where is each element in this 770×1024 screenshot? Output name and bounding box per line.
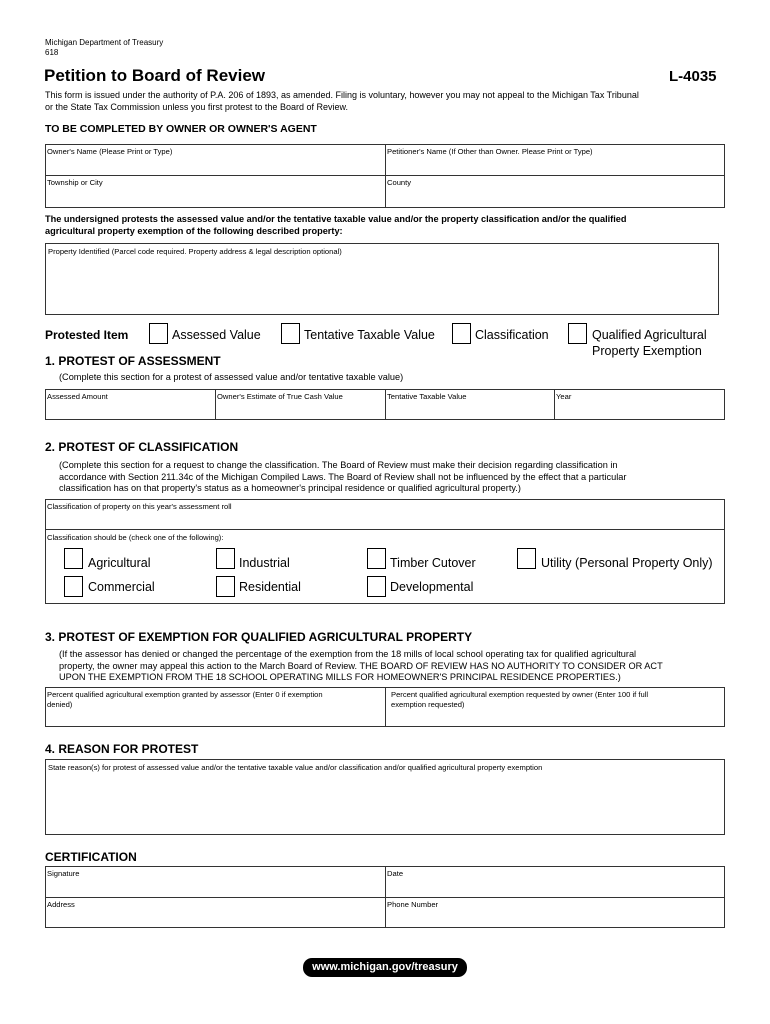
- classification-checkbox[interactable]: [452, 323, 471, 344]
- section2-heading: 2. PROTEST OF CLASSIFICATION: [45, 440, 239, 454]
- certification-heading: CERTIFICATION: [45, 850, 137, 864]
- section3-note-line-3: UPON THE EXEMPTION FROM THE 18 SCHOOL OPERATING MILLS FOR HOMEOWNER'S PRINCIPAL RESIDENCE PROPERTIES.): [59, 672, 621, 682]
- page-title: Petition to Board of Review: [44, 66, 266, 85]
- qualified-agricultural-label: Qualified Agricultural: [592, 328, 707, 342]
- assessed-amount-label: Assessed Amount: [47, 392, 108, 401]
- section3-note-line-2: property, the owner may appeal this action to the March Board of Review. THE BOARD OF REVIEW HAS NO AUTHORITY TO CONSIDER OR ACT: [59, 660, 663, 671]
- assessor-exemption-label-2: denied): [47, 699, 73, 709]
- assessed-value-checkbox[interactable]: [149, 323, 168, 344]
- section3-note: [59, 649, 729, 684]
- developmental-label: Developmental: [390, 580, 474, 594]
- reason-for-protest-field[interactable]: [45, 759, 725, 835]
- tentative-taxable-value-field[interactable]: [385, 389, 554, 420]
- current-classification-field[interactable]: [45, 499, 725, 529]
- section2-note-line-2: accordance with Section 211.34c of the Michigan Compiled Laws. The Board of Review shall not be influenced by the effect that a particular: [59, 471, 627, 482]
- assessor-exemption-label-1: Percent qualified agricultural exemption granted by assessor (Enter 0 if exemption: [47, 690, 323, 699]
- petitioner-name-field[interactable]: [385, 144, 725, 175]
- form-number: L-4035: [669, 68, 717, 85]
- owner-name-label: Owner's Name (Please Print or Type): [47, 147, 173, 156]
- protest-statement: [45, 214, 735, 237]
- commercial-checkbox[interactable]: [64, 576, 83, 597]
- commercial-label: Commercial: [88, 580, 155, 594]
- signature-field[interactable]: [45, 866, 385, 897]
- owner-exemption-label-1: Percent qualified agricultural exemption requested by owner (Enter 100 if full: [391, 690, 649, 699]
- utility-checkbox[interactable]: [517, 548, 536, 569]
- classification-label: Classification: [475, 328, 549, 342]
- section2-note-line-3: classification has on that property's status as a homeowner's principal residence or qualified agricultural property.): [59, 483, 521, 493]
- signature-label: Signature: [47, 869, 80, 878]
- section3-note-line-1: (If the assessor has denied or changed the percentage of the exemption from the 18 mills of local school operating tax for qualified agricultural: [59, 649, 637, 659]
- section3-heading: 3. PROTEST OF EXEMPTION FOR QUALIFIED AGRICULTURAL PROPERTY: [45, 630, 473, 644]
- true-cash-value-field[interactable]: [215, 389, 385, 420]
- footer-url[interactable]: www.michigan.gov/treasury: [303, 958, 467, 977]
- classification-should-be-label: Classification should be (check one of the following):: [47, 533, 224, 542]
- date-field[interactable]: [385, 866, 725, 897]
- intro-line-1: This form is issued under the authority of P.A. 206 of 1893, as amended. Filing is voluntary, however you may not appeal to the Michigan Tax Tribunal: [45, 90, 639, 100]
- developmental-checkbox[interactable]: [367, 576, 386, 597]
- true-cash-value-label: Owner's Estimate of True Cash Value: [217, 392, 343, 401]
- county-field[interactable]: [385, 175, 725, 208]
- section1-heading: 1. PROTEST OF ASSESSMENT: [45, 354, 221, 368]
- department-name: [45, 38, 163, 58]
- petitioner-name-label: Petitioner's Name (If Other than Owner. Please Print or Type): [387, 147, 593, 156]
- tentative-taxable-label: Tentative Taxable Value: [387, 392, 467, 401]
- phone-number-field[interactable]: [385, 897, 725, 928]
- tentative-taxable-value-label: Tentative Taxable Value: [304, 328, 435, 342]
- year-label: Year: [556, 392, 572, 401]
- owner-exemption-field[interactable]: [389, 687, 725, 727]
- intro-line-2: or the State Tax Commission unless you first protest to the Board of Review.: [45, 101, 348, 112]
- property-exemption-label: Property Exemption: [592, 344, 702, 358]
- department-code: 618: [45, 48, 59, 57]
- section2-note: [59, 460, 729, 495]
- tentative-taxable-value-checkbox[interactable]: [281, 323, 300, 344]
- phone-number-label: Phone Number: [387, 900, 439, 909]
- owner-exemption-label-2: exemption requested): [391, 699, 465, 709]
- industrial-checkbox[interactable]: [216, 548, 235, 569]
- protested-item-label: Protested Item: [45, 328, 129, 342]
- section2-note-line-1: (Complete this section for a request to change the classification. The Board of Review must make their decision regarding classification in: [59, 460, 618, 470]
- section4-heading: 4. REASON FOR PROTEST: [45, 742, 199, 756]
- property-identified-field[interactable]: [45, 243, 719, 315]
- township-field[interactable]: [45, 175, 385, 208]
- reason-for-protest-label: State reason(s) for protest of assessed value and/or the tentative taxable value and/or classification and/or qualified agricultural property exemption: [48, 763, 543, 772]
- township-label: Township or City: [47, 178, 103, 187]
- assessor-exemption-field[interactable]: [45, 687, 385, 727]
- property-identified-label: Property Identified (Parcel code required. Property address & legal description optional): [48, 247, 342, 256]
- timber-cutover-checkbox[interactable]: [367, 548, 386, 569]
- qualified-agricultural-checkbox[interactable]: [568, 323, 587, 344]
- address-field[interactable]: [45, 897, 385, 928]
- divider: [385, 687, 386, 727]
- assessed-value-label: Assessed Value: [172, 328, 261, 342]
- protest-statement-line-1: The undersigned protests the assessed value and/or the tentative taxable value and/or the property classification and/or the qualified: [45, 214, 627, 224]
- intro-text: [45, 90, 735, 113]
- section1-note: (Complete this section for a protest of assessed value and/or tentative taxable value): [59, 372, 404, 382]
- assessed-amount-field[interactable]: [45, 389, 215, 420]
- owner-section-heading: TO BE COMPLETED BY OWNER OR OWNER'S AGENT: [45, 123, 317, 135]
- address-label: Address: [47, 900, 75, 909]
- protest-statement-line-2: agricultural property exemption of the following described property:: [45, 225, 343, 236]
- utility-label: Utility (Personal Property Only): [541, 556, 713, 570]
- residential-label: Residential: [239, 580, 301, 594]
- year-field[interactable]: [554, 389, 725, 420]
- industrial-label: Industrial: [239, 556, 290, 570]
- agricultural-checkbox[interactable]: [64, 548, 83, 569]
- current-classification-label: Classification of property on this year's assessment roll: [47, 502, 232, 511]
- county-label: County: [387, 178, 412, 187]
- timber-cutover-label: Timber Cutover: [390, 556, 476, 570]
- owner-name-field[interactable]: [45, 144, 385, 175]
- agricultural-label: Agricultural: [88, 556, 151, 570]
- date-label: Date: [387, 869, 404, 878]
- department-label: Michigan Department of Treasury: [45, 38, 164, 47]
- residential-checkbox[interactable]: [216, 576, 235, 597]
